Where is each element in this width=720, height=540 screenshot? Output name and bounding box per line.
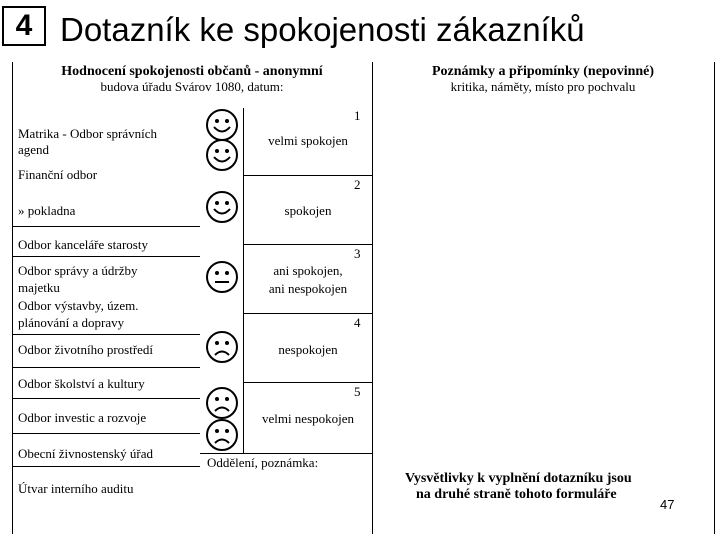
- rating-number: 2: [354, 177, 361, 192]
- footer-note-line2: na druhé straně tohoto formuláře: [416, 487, 617, 502]
- form-right-border: [714, 62, 715, 534]
- slide-title: Dotazník ke spokojenosti zákazníků: [60, 11, 585, 48]
- department-underline: [12, 256, 200, 257]
- rating-separator: [243, 382, 372, 383]
- neutral-face-icon: [205, 260, 239, 294]
- left-header-subtitle: budova úřadu Svárov 1080, datum:: [100, 79, 284, 94]
- rating-label: velmi spokojen: [268, 133, 348, 148]
- form-left-border: [12, 62, 13, 534]
- department-note-label: Oddělení, poznámka:: [207, 455, 319, 470]
- sad-face-icon: [205, 418, 239, 452]
- department-label: Odbor kanceláře starosty: [18, 237, 148, 252]
- sad-face-icon: [205, 386, 239, 420]
- department-label: Odbor správy a údržby: [18, 263, 138, 278]
- department-label: » pokladna: [18, 203, 76, 218]
- rating-separator: [200, 453, 372, 454]
- form-column-divider: [372, 62, 373, 534]
- happy-face-icon: [205, 138, 239, 172]
- rating-label: nespokojen: [278, 342, 338, 357]
- department-underline: [12, 334, 200, 335]
- rating-label: ani nespokojen: [268, 281, 348, 296]
- department-label: Odbor investic a rozvoje: [18, 410, 147, 425]
- left-header-title: Hodnocení spokojenosti občanů - anonymní: [61, 64, 323, 79]
- rating-separator: [243, 313, 372, 314]
- rating-label: spokojen: [284, 203, 332, 218]
- department-label: majetku: [18, 280, 60, 295]
- rating-number: 3: [354, 246, 361, 261]
- department-label: Finanční odbor: [18, 167, 98, 182]
- happy-face-icon: [205, 108, 239, 142]
- department-underline: [12, 433, 200, 434]
- department-label: agend: [18, 142, 50, 157]
- right-header-title: Poznámky a připomínky (nepovinné): [431, 64, 655, 79]
- department-label: Obecní živnostenský úřad: [18, 446, 154, 461]
- sad-face-icon: [205, 330, 239, 364]
- department-label: Odbor školství a kultury: [18, 376, 145, 391]
- department-underline: [12, 367, 200, 368]
- rating-separator: [243, 175, 372, 176]
- happy-face-icon: [205, 190, 239, 224]
- footer-note-line1: Vysvětlivky k vyplnění dotazníku jsou: [405, 471, 632, 486]
- rating-number: 4: [354, 315, 361, 330]
- rating-label: velmi nespokojen: [261, 411, 355, 426]
- department-label: Matrika - Odbor správních: [18, 126, 157, 141]
- department-label: Odbor výstavby, územ.: [18, 298, 139, 313]
- rating-number: 5: [354, 384, 361, 399]
- slide-number-badge: 4: [2, 6, 46, 46]
- page-number: 47: [660, 497, 675, 512]
- department-underline: [12, 466, 200, 467]
- department-label: Odbor životního prostředí: [18, 342, 154, 357]
- department-label: plánování a dopravy: [18, 315, 125, 330]
- department-underline: [12, 398, 200, 399]
- right-header-subtitle: kritika, náměty, místo pro pochvalu: [450, 79, 636, 94]
- department-underline: [12, 226, 200, 227]
- rating-number: 1: [354, 108, 361, 123]
- rating-label: ani spokojen,: [273, 263, 343, 278]
- department-label: Útvar interního auditu: [18, 481, 134, 496]
- rating-separator: [243, 244, 372, 245]
